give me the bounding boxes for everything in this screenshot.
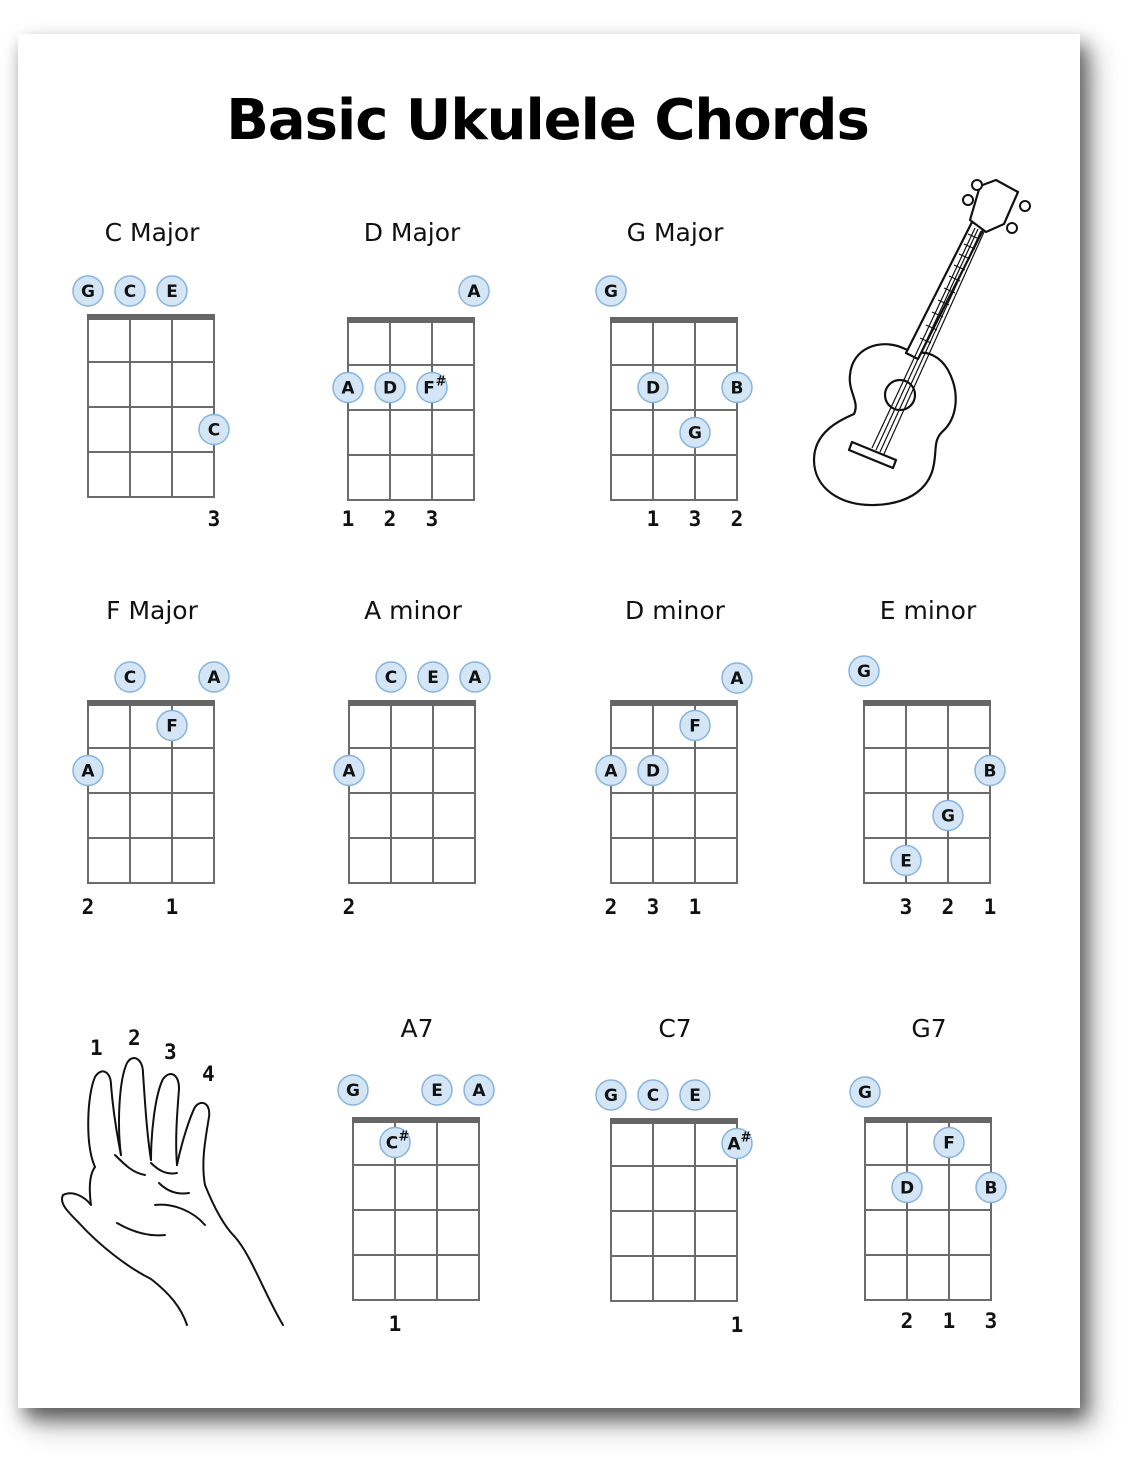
chord-diagram	[828, 596, 1028, 926]
chord-f-major	[52, 596, 252, 956]
finger-number: 3	[984, 1309, 998, 1333]
fretted-note-dot	[975, 756, 1005, 786]
chord-g7	[829, 1014, 1029, 1374]
finger-number: 1	[942, 1309, 956, 1333]
nut	[864, 1117, 992, 1123]
fretted-note-dot	[380, 1128, 410, 1158]
chord-c7	[575, 1014, 775, 1374]
note-label: A	[81, 761, 95, 782]
open-string-dot	[460, 662, 490, 692]
hand-finger-4: 4	[202, 1062, 215, 1086]
note-label: A	[730, 669, 744, 689]
note-label: E	[431, 1081, 443, 1101]
nut	[610, 1118, 738, 1124]
fretboard-grid	[87, 314, 215, 497]
fretted-note-dot	[722, 373, 752, 403]
note-label: G	[941, 806, 955, 827]
page-title: Basic Ukulele Chords	[226, 88, 869, 153]
chord-diagram	[575, 596, 775, 926]
note-label: D	[382, 378, 398, 399]
note-label: C	[646, 1086, 660, 1106]
open-string-dot	[422, 1075, 452, 1105]
finger-number: 3	[688, 507, 702, 531]
note-label: G	[857, 662, 871, 682]
hand-illustration	[55, 1055, 295, 1330]
nut	[348, 700, 476, 706]
note-label: F	[423, 378, 435, 399]
note-label: C	[207, 420, 221, 441]
chord-name: E minor	[879, 596, 977, 625]
finger-number: 2	[383, 507, 397, 531]
note-label: G	[688, 423, 702, 444]
open-string-dot	[418, 662, 448, 692]
chord-e-minor	[828, 596, 1028, 956]
finger-number: 1	[646, 507, 660, 531]
fretboard-grid	[610, 317, 738, 500]
note-label: A	[467, 282, 481, 302]
open-string-dot	[464, 1075, 494, 1105]
note-label: A	[342, 761, 356, 782]
chord-a-minor	[313, 596, 513, 956]
note-label: E	[166, 282, 178, 302]
note-label: F	[166, 716, 178, 737]
note-label: G	[346, 1081, 360, 1101]
chord-diagram	[52, 596, 252, 926]
hand-finger-3: 3	[164, 1040, 177, 1064]
fretted-note-dot	[638, 373, 668, 403]
finger-number: 2	[81, 895, 95, 919]
open-string-dot	[596, 276, 626, 306]
note-label: C	[123, 668, 137, 688]
note-label: F	[689, 716, 701, 737]
note-label: A	[472, 1081, 486, 1101]
fretted-note-dot	[157, 711, 187, 741]
note-label: A	[727, 1134, 741, 1155]
fretted-note-dot	[680, 711, 710, 741]
finger-number: 3	[899, 895, 913, 919]
chord-name: A minor	[364, 596, 462, 625]
open-string-dot	[722, 663, 752, 693]
chord-c-major	[52, 218, 252, 578]
finger-number: 2	[900, 1309, 914, 1333]
sharp-sign: #	[398, 1129, 410, 1145]
note-label: A	[468, 668, 482, 688]
fretted-note-dot	[375, 373, 405, 403]
chord-a7	[317, 1014, 517, 1374]
nut	[87, 700, 215, 706]
open-string-dot	[849, 656, 879, 686]
open-string-dot	[850, 1077, 880, 1107]
finger-number: 3	[425, 507, 439, 531]
open-string-dot	[157, 276, 187, 306]
chord-name: D Major	[363, 218, 461, 247]
note-label: D	[645, 378, 661, 399]
finger-number: 3	[646, 895, 660, 919]
fretboard-grid	[348, 700, 476, 883]
chord-diagram	[575, 1014, 775, 1344]
open-string-dot	[376, 662, 406, 692]
hand-finger-2: 2	[128, 1026, 141, 1050]
fretted-note-dot	[638, 756, 668, 786]
chord-g-major	[575, 218, 775, 578]
note-label: C	[123, 282, 137, 302]
note-label: B	[983, 761, 997, 782]
fretted-note-dot	[334, 756, 364, 786]
fretboard-grid	[863, 700, 991, 883]
nut	[87, 314, 215, 320]
open-string-dot	[338, 1075, 368, 1105]
finger-number: 2	[604, 895, 618, 919]
nut	[347, 317, 475, 323]
fretboard-grid	[864, 1117, 992, 1300]
note-label: A	[207, 668, 221, 688]
ukulele-illustration	[800, 170, 1040, 515]
chord-name: C Major	[104, 218, 200, 247]
note-label: A	[604, 761, 618, 782]
fretboard-grid	[87, 700, 215, 883]
open-string-dot	[73, 276, 103, 306]
fretboard-grid	[610, 1118, 738, 1301]
fretted-note-dot	[933, 801, 963, 831]
fretted-note-dot	[891, 846, 921, 876]
chord-diagram	[575, 218, 775, 548]
chord-name: A7	[400, 1014, 434, 1043]
note-label: F	[943, 1133, 955, 1154]
note-label: A	[341, 378, 355, 399]
nut	[610, 317, 738, 323]
open-string-dot	[680, 1080, 710, 1110]
chord-name: C7	[658, 1014, 692, 1043]
fretted-note-dot	[722, 1129, 752, 1159]
fretted-note-dot	[934, 1128, 964, 1158]
finger-number: 1	[388, 1312, 402, 1336]
note-label: D	[899, 1178, 915, 1199]
finger-number: 1	[688, 895, 702, 919]
open-string-dot	[596, 1080, 626, 1110]
chord-diagram	[313, 596, 513, 926]
finger-number: 1	[730, 1313, 744, 1337]
note-label: C	[384, 668, 398, 688]
fretted-note-dot	[596, 756, 626, 786]
chord-name: G Major	[626, 218, 724, 247]
nut	[352, 1117, 480, 1123]
chord-d-minor	[575, 596, 775, 956]
finger-number: 2	[941, 895, 955, 919]
finger-number: 1	[983, 895, 997, 919]
fretted-note-dot	[333, 373, 363, 403]
note-label: E	[689, 1086, 701, 1106]
open-string-dot	[199, 662, 229, 692]
note-label: B	[730, 378, 744, 399]
note-label: G	[81, 282, 95, 302]
fretboard-grid	[352, 1117, 480, 1300]
chord-diagram	[829, 1014, 1029, 1344]
note-label: G	[858, 1083, 872, 1103]
open-string-dot	[115, 276, 145, 306]
fretted-note-dot	[976, 1173, 1006, 1203]
sharp-sign: #	[740, 1130, 752, 1146]
finger-number: 2	[342, 895, 356, 919]
nut	[863, 700, 991, 706]
nut	[610, 700, 738, 706]
hand-finger-1: 1	[90, 1036, 103, 1060]
note-label: E	[900, 851, 912, 872]
finger-number: 3	[207, 507, 221, 531]
open-string-dot	[638, 1080, 668, 1110]
chord-d-major	[312, 218, 512, 578]
open-string-dot	[115, 662, 145, 692]
fretboard-grid	[610, 700, 738, 883]
note-label: G	[604, 282, 618, 302]
chord-name: G7	[911, 1014, 947, 1043]
chord-diagram	[52, 218, 252, 548]
fretted-note-dot	[73, 756, 103, 786]
fretted-note-dot	[199, 415, 229, 445]
note-label: G	[604, 1086, 618, 1106]
note-label: B	[984, 1178, 998, 1199]
note-label: C	[385, 1133, 399, 1154]
note-label: D	[645, 761, 661, 782]
note-label: E	[427, 668, 439, 688]
finger-number: 1	[165, 895, 179, 919]
fretted-note-dot	[892, 1173, 922, 1203]
chord-diagram	[312, 218, 512, 548]
fretted-note-dot	[680, 418, 710, 448]
finger-number: 2	[730, 507, 744, 531]
sharp-sign: #	[435, 374, 447, 390]
finger-number: 1	[341, 507, 355, 531]
fretboard-grid	[347, 317, 475, 500]
chord-name: F Major	[106, 596, 198, 625]
chord-name: D minor	[625, 596, 725, 625]
open-string-dot	[459, 276, 489, 306]
chord-diagram	[317, 1014, 517, 1344]
fretted-note-dot	[417, 373, 447, 403]
